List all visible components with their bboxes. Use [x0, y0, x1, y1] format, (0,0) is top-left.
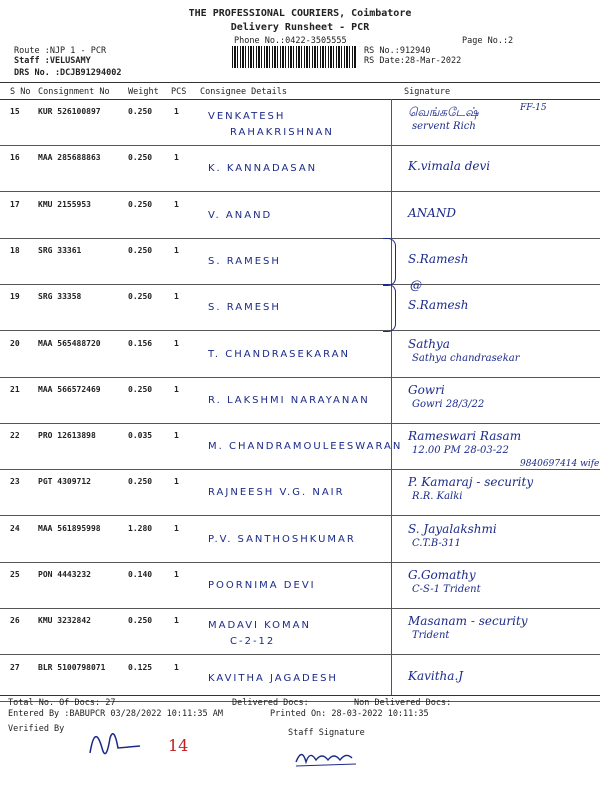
- row-signature: Kavitha.J: [408, 669, 464, 683]
- handwritten-count: 14: [168, 736, 189, 755]
- row-consignment-no: PGT 4309712: [38, 477, 91, 486]
- row-consignee-name: RAJNEESH V.G. NAIR: [208, 487, 345, 498]
- row-signature-extra: 9840697414 wife: [520, 459, 600, 469]
- printed-on: Printed On: 28-03-2022 10:11:35: [270, 709, 429, 719]
- row-signature: S.Ramesh: [408, 298, 469, 312]
- row-consignment-no: MAA 566572469: [38, 385, 101, 394]
- row-signature: Rameswari Rasam: [408, 429, 522, 443]
- row-signature: G.Gomathy: [408, 568, 476, 582]
- table-row: [0, 610, 600, 656]
- row-consignee-name: KAVITHA JAGADESH: [208, 673, 338, 684]
- row-signature-extra: FF-15: [520, 103, 547, 113]
- col-pcs: PCS: [171, 87, 187, 97]
- staff-signature-label: Staff Signature: [288, 728, 365, 738]
- row-sno: 22: [10, 431, 20, 440]
- row-consignment-no: PON 4443232: [38, 570, 91, 579]
- row-consignee-name: S. RAMESH: [208, 302, 281, 313]
- page-number: Page No.:2: [462, 36, 514, 46]
- row-pcs: 1: [174, 292, 179, 301]
- row-rule: [0, 238, 600, 239]
- table-row: [0, 333, 600, 379]
- row-rule: [0, 608, 600, 609]
- brace-upper: [383, 238, 396, 286]
- row-rule: [0, 423, 600, 424]
- row-rule: [0, 562, 600, 563]
- row-pcs: 1: [174, 385, 179, 394]
- row-weight: 0.250: [128, 292, 153, 301]
- row-signature-note: C-S-1 Trident: [412, 584, 481, 595]
- row-sno: 17: [10, 200, 20, 209]
- table-row: [0, 564, 600, 610]
- row-pcs: 1: [174, 107, 179, 116]
- row-sno: 26: [10, 616, 20, 625]
- phone-number: Phone No.:0422-3505555: [234, 36, 347, 46]
- row-consignee-extra: RAHAKRISHNAN: [230, 127, 334, 138]
- table-row: [0, 286, 600, 332]
- row-weight: 0.250: [128, 385, 153, 394]
- row-consignee-name: P.V. SANTHOSHKUMAR: [208, 534, 356, 545]
- row-rule: [0, 191, 600, 192]
- staff-signature: [292, 742, 372, 772]
- table-row: [0, 518, 600, 564]
- verifier-signature: [80, 718, 160, 768]
- row-signature-note: Trident: [412, 630, 450, 641]
- row-signature: Sathya: [408, 337, 450, 351]
- row-sno: 20: [10, 339, 20, 348]
- row-sno: 21: [10, 385, 20, 394]
- row-signature-note: servent Rich: [412, 121, 476, 132]
- row-pcs: 1: [174, 339, 179, 348]
- col-consignment: Consignment No: [38, 87, 110, 97]
- col-signature: Signature: [404, 87, 451, 97]
- circled-mark: @: [410, 278, 422, 292]
- row-sno: 19: [10, 292, 20, 301]
- table-row: [0, 379, 600, 425]
- table-row: [0, 657, 600, 703]
- row-consignee-name: MADAVI KOMAN: [208, 620, 311, 631]
- row-sno: 24: [10, 524, 20, 533]
- row-consignment-no: KUR 526100897: [38, 107, 101, 116]
- row-consignment-no: BLR 5100798071: [38, 663, 106, 672]
- row-pcs: 1: [174, 431, 179, 440]
- row-pcs: 1: [174, 477, 179, 486]
- col-sno: S No: [10, 87, 31, 97]
- total-docs: Total No. Of Docs: 27: [8, 698, 116, 708]
- entered-by: Entered By :BABUPCR 03/28/2022 10:11:35 AM: [8, 709, 223, 719]
- row-signature: P. Kamaraj - security: [408, 475, 534, 489]
- barcode: [232, 46, 356, 68]
- row-weight: 1.280: [128, 524, 153, 533]
- table-row: [0, 425, 600, 471]
- drs-number: DRS No. :DCJB91294002: [14, 68, 122, 78]
- row-weight: 0.156: [128, 339, 153, 348]
- row-consignee-name: POORNIMA DEVI: [208, 580, 316, 591]
- row-consignee-name: M. CHANDRAMOULEESWARAN: [208, 441, 403, 452]
- row-consignee-name: R. LAKSHMI NARAYANAN: [208, 395, 370, 406]
- row-consignment-no: SRG 33358: [38, 292, 82, 301]
- col-weight: Weight: [128, 87, 159, 97]
- row-pcs: 1: [174, 200, 179, 209]
- row-rule: [0, 515, 600, 516]
- row-consignee-extra: C-2-12: [230, 636, 276, 647]
- row-signature-note: C.T.B-311: [412, 538, 461, 549]
- row-weight: 0.250: [128, 153, 153, 162]
- header-bottom-rule: [0, 99, 600, 100]
- row-signature-note: R.R. Kalki: [412, 491, 463, 502]
- row-pcs: 1: [174, 663, 179, 672]
- row-signature: ANAND: [408, 206, 456, 220]
- row-rule: [0, 654, 600, 655]
- row-signature: S.Ramesh: [408, 252, 469, 266]
- row-pcs: 1: [174, 153, 179, 162]
- table-row: [0, 194, 600, 240]
- row-signature-note: 12.00 PM 28-03-22: [412, 445, 509, 456]
- rs-number: RS No.:912940: [364, 46, 431, 56]
- row-weight: 0.250: [128, 477, 153, 486]
- row-sno: 15: [10, 107, 20, 116]
- row-consignment-no: SRG 33361: [38, 246, 82, 255]
- row-sno: 27: [10, 663, 20, 672]
- row-rule: [0, 145, 600, 146]
- row-weight: 0.140: [128, 570, 153, 579]
- row-consignment-no: MAA 565488720: [38, 339, 101, 348]
- row-weight: 0.035: [128, 431, 153, 440]
- row-signature: S. Jayalakshmi: [408, 522, 497, 536]
- row-signature-note: Sathya chandrasekar: [412, 353, 520, 364]
- row-rule: [0, 330, 600, 331]
- table-row: [0, 147, 600, 193]
- row-rule: [0, 284, 600, 285]
- row-signature-note: Gowri 28/3/22: [412, 399, 485, 410]
- row-consignee-name: K. KANNADASAN: [208, 163, 318, 174]
- row-weight: 0.125: [128, 663, 153, 672]
- route: Route :NJP 1 - PCR: [14, 46, 107, 56]
- row-sno: 23: [10, 477, 20, 486]
- footer-top-rule: [0, 695, 600, 696]
- row-pcs: 1: [174, 524, 179, 533]
- row-sno: 18: [10, 246, 20, 255]
- row-weight: 0.250: [128, 246, 153, 255]
- row-signature: Masanam - security: [408, 614, 528, 628]
- non-delivered-docs: Non Delivered Docs:: [354, 698, 452, 708]
- table-row: [0, 101, 600, 147]
- header-top-rule: [0, 82, 600, 83]
- row-consignment-no: KMU 3232842: [38, 616, 91, 625]
- row-consignment-no: KMU 2155953: [38, 200, 91, 209]
- row-signature: K.vimala devi: [408, 159, 491, 173]
- row-signature: Gowri: [408, 383, 445, 397]
- row-pcs: 1: [174, 246, 179, 255]
- row-rule: [0, 377, 600, 378]
- row-sno: 16: [10, 153, 20, 162]
- table-row: [0, 471, 600, 517]
- staff-name: Staff :VELUSAMY: [14, 56, 91, 66]
- col-consignee: Consignee Details: [200, 87, 287, 97]
- row-weight: 0.250: [128, 107, 153, 116]
- row-consignee-name: V. ANAND: [208, 210, 273, 221]
- row-consignee-name: S. RAMESH: [208, 256, 281, 267]
- row-signature: வெங்கடேஷ்: [408, 105, 479, 119]
- row-weight: 0.250: [128, 200, 153, 209]
- table-row: [0, 240, 600, 286]
- row-consignment-no: MAA 561895998: [38, 524, 101, 533]
- document-subtitle: Delivery Runsheet - PCR: [230, 22, 370, 33]
- brace-lower: [383, 284, 396, 332]
- document-title: THE PROFESSIONAL COURIERS, Coimbatore: [188, 8, 412, 19]
- row-consignee-name: VENKATESH: [208, 111, 286, 122]
- delivered-docs: Delivered Docs:: [232, 698, 309, 708]
- row-pcs: 1: [174, 616, 179, 625]
- row-consignment-no: MAA 285688863: [38, 153, 101, 162]
- row-pcs: 1: [174, 570, 179, 579]
- row-sno: 25: [10, 570, 20, 579]
- row-weight: 0.250: [128, 616, 153, 625]
- row-consignment-no: PRO 12613898: [38, 431, 96, 440]
- row-consignee-name: T. CHANDRASEKARAN: [208, 349, 350, 360]
- verified-by: Verified By: [8, 724, 65, 734]
- rs-date: RS Date:28-Mar-2022: [364, 56, 462, 66]
- row-rule: [0, 469, 600, 470]
